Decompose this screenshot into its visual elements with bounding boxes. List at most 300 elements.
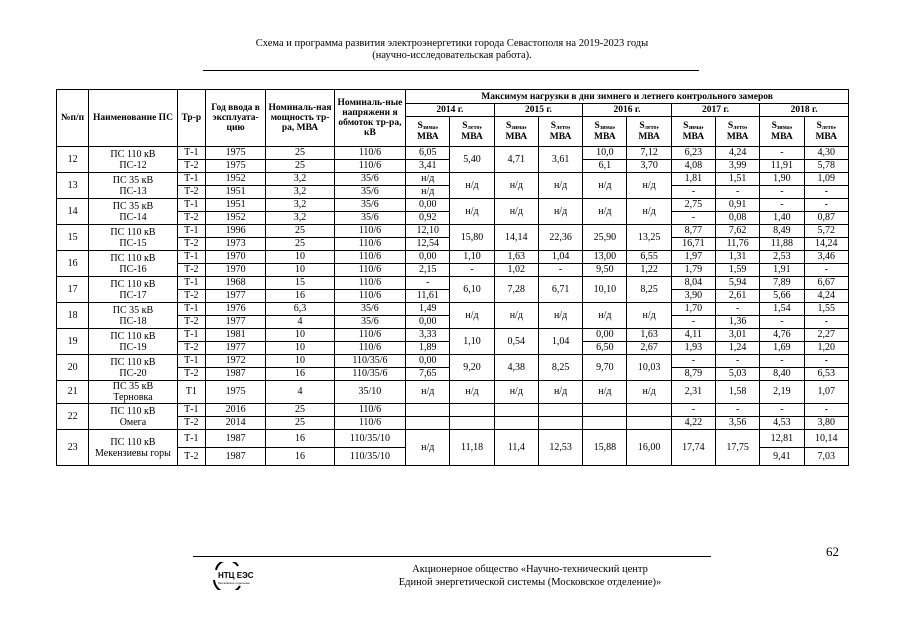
cell-load-w14: 0,00 [406,316,450,329]
load-table [56,89,849,466]
cell-load-s14: - [450,264,494,277]
svg-text:НТЦ ЕЭС: НТЦ ЕЭС [218,571,254,580]
cell-load-w14: 0,00 [406,199,450,212]
cell-load-w14 [406,404,450,417]
cell-year: 1987 [205,430,265,448]
cell-volt: 110/6 [334,147,405,160]
table-row [57,147,849,160]
cell-power: 16 [266,368,334,381]
cell-num: 23 [57,430,89,466]
cell-tr: Т-1 [177,329,205,342]
cell-load-w16: н/д [583,199,627,225]
cell-num: 22 [57,404,89,430]
cell-load-s18: 1,07 [804,381,848,404]
cell-load-s18: 14,24 [804,238,848,251]
cell-load-w15: 1,02 [494,264,538,277]
cell-load-s18: - [804,199,848,212]
cell-tr: Т-2 [177,417,205,430]
cell-volt: 35/6 [334,186,405,199]
cell-load-w16 [583,404,627,417]
col-header-s-summer: $S_{лето}$, МВА [450,117,494,147]
cell-power: 10 [266,251,334,264]
cell-load-w17: 3,90 [671,290,715,303]
table-row [57,251,849,264]
cell-load-w14: 1,49 [406,303,450,316]
cell-load-s18: - [804,404,848,417]
page-header [0,38,904,62]
cell-load-s18: 5,78 [804,160,848,173]
cell-load-w15: 14,14 [494,225,538,251]
cell-load-s18: 10,14 [804,430,848,448]
cell-load-s17: 1,51 [716,173,760,186]
cell-volt: 110/35/10 [334,430,405,448]
cell-load-s16: 7,12 [627,147,671,160]
cell-load-s16: н/д [627,303,671,329]
cell-load-w18: 12,81 [760,430,804,448]
cell-load-s14 [450,404,494,417]
cell-load-w14: - [406,277,450,290]
cell-year: 2016 [205,404,265,417]
col-header-s-winter: $S_{зима}$, МВА [760,117,804,147]
cell-load-w14: 0,00 [406,355,450,368]
cell-year: 1975 [205,147,265,160]
cell-load-w16: 9,70 [583,355,627,381]
org-line-1: Акционерное общество «Научно-технический центр [412,564,648,575]
cell-load-s18: 1,20 [804,342,848,355]
cell-load-s16: 2,67 [627,342,671,355]
cell-load-s15: н/д [538,199,582,225]
cell-load-w18: 1,40 [760,212,804,225]
cell-load-w18: 8,49 [760,225,804,238]
cell-substation-name: ПС 110 кВ ПС-16 [89,251,178,277]
cell-load-w16: 9,50 [583,264,627,277]
cell-volt: 110/6 [334,225,405,238]
cell-load-s17: 11,76 [716,238,760,251]
cell-load-w17: 6,23 [671,147,715,160]
cell-load-w16: 6,50 [583,342,627,355]
cell-load-s17: 17,75 [716,430,760,466]
cell-load-w18: - [760,316,804,329]
table-row [57,430,849,448]
cell-load-w14: 3,41 [406,160,450,173]
cell-load-w14: 3,33 [406,329,450,342]
cell-load-s17: 1,31 [716,251,760,264]
cell-year: 1951 [205,186,265,199]
cell-load-s14: 11,18 [450,430,494,466]
cell-load-s14: н/д [450,381,494,404]
cell-load-s17: 3,01 [716,329,760,342]
cell-tr: Т-2 [177,342,205,355]
cell-num: 17 [57,277,89,303]
cell-load-w17: 17,74 [671,430,715,466]
cell-load-w17: 8,77 [671,225,715,238]
col-header-power: Номиналь-ная мощность тр-ра, МВА [266,90,334,147]
cell-load-w18: 1,90 [760,173,804,186]
page-number: 62 [826,544,839,559]
cell-substation-name: ПС 110 кВ ПС-12 [89,147,178,173]
table-row [57,199,849,212]
cell-year: 1987 [205,368,265,381]
cell-year: 1981 [205,329,265,342]
cell-year: 1975 [205,160,265,173]
col-header-num: №п/п [57,90,89,147]
cell-load-w18: 8,40 [760,368,804,381]
cell-load-w17: 1,93 [671,342,715,355]
table-row [57,303,849,316]
cell-load-s16: 1,63 [627,329,671,342]
cell-year: 1975 [205,381,265,404]
cell-load-s15: 3,61 [538,147,582,173]
cell-load-s14: 6,10 [450,277,494,303]
cell-load-w14: 12,10 [406,225,450,238]
cell-load-s14 [450,417,494,430]
cell-load-w18: - [760,199,804,212]
cell-power: 25 [266,238,334,251]
col-header-name: Наименование ПС [89,90,178,147]
cell-load-s15: 22,36 [538,225,582,251]
cell-power: 3,2 [266,173,334,186]
cell-volt: 110/6 [334,264,405,277]
cell-volt: 35/6 [334,212,405,225]
cell-load-w14: н/д [406,381,450,404]
cell-load-s18: 4,24 [804,290,848,303]
cell-load-s16: 6,55 [627,251,671,264]
table-row [57,225,849,238]
cell-load-s17: 1,24 [716,342,760,355]
col-header-year: Год ввода в эксплуата-цию [205,90,265,147]
cell-substation-name: ПС 110 кВ Омега [89,404,178,430]
cell-load-s18: - [804,355,848,368]
cell-load-s18: - [804,186,848,199]
cell-load-s15: н/д [538,303,582,329]
cell-tr: Т-2 [177,368,205,381]
cell-load-w18: 7,89 [760,277,804,290]
cell-load-w14: 12,54 [406,238,450,251]
cell-load-w16: н/д [583,381,627,404]
cell-load-s16: 13,25 [627,225,671,251]
cell-power: 3,2 [266,212,334,225]
cell-load-w17: 1,81 [671,173,715,186]
cell-num: 18 [57,303,89,329]
cell-power: 25 [266,225,334,238]
cell-load-s15: н/д [538,381,582,404]
cell-load-w17: 1,97 [671,251,715,264]
cell-num: 21 [57,381,89,404]
cell-year: 1952 [205,173,265,186]
cell-load-s15: 8,25 [538,355,582,381]
cell-load-s18: 1,55 [804,303,848,316]
cell-power: 25 [266,404,334,417]
cell-tr: Т-1 [177,277,205,290]
cell-load-w18: 5,66 [760,290,804,303]
cell-power: 15 [266,277,334,290]
cell-load-s18: 3,80 [804,417,848,430]
cell-power: 10 [266,329,334,342]
cell-substation-name: ПС 110 кВ ПС-20 [89,355,178,381]
cell-load-s17: 0,08 [716,212,760,225]
ntc-ees-logo [208,562,256,590]
cell-load-s16: н/д [627,199,671,225]
cell-substation-name: ПС 35 кВ ПС-14 [89,199,178,225]
cell-load-w15: н/д [494,303,538,329]
cell-year: 1996 [205,225,265,238]
cell-load-w15: н/д [494,199,538,225]
cell-load-w17: - [671,186,715,199]
cell-year: 1976 [205,303,265,316]
cell-load-w15: 11,4 [494,430,538,466]
cell-volt: 110/6 [334,417,405,430]
cell-load-w15: 0,54 [494,329,538,355]
cell-load-s17: - [716,355,760,368]
cell-load-w14: 7,65 [406,368,450,381]
cell-power: 3,2 [266,186,334,199]
table-row [57,277,849,290]
cell-load-w18: 11,91 [760,160,804,173]
cell-load-w16: 0,00 [583,329,627,342]
cell-load-w17: 8,79 [671,368,715,381]
cell-load-w18: 4,76 [760,329,804,342]
cell-load-s17: 1,59 [716,264,760,277]
cell-load-s15 [538,404,582,417]
svg-text:Московское отделение: Московское отделение [218,581,250,585]
cell-year: 1973 [205,238,265,251]
cell-power: 25 [266,147,334,160]
cell-load-w17: 2,31 [671,381,715,404]
cell-load-w16 [583,417,627,430]
cell-load-w18: 11,88 [760,238,804,251]
cell-load-w17: 1,79 [671,264,715,277]
cell-year: 1977 [205,316,265,329]
cell-load-w18: - [760,355,804,368]
cell-load-s18: 7,03 [804,448,848,466]
cell-load-w14 [406,417,450,430]
cell-substation-name: ПС 110 кВ ПС-19 [89,329,178,355]
table-row [57,404,849,417]
cell-load-w14: 6,05 [406,147,450,160]
cell-load-s15: 6,71 [538,277,582,303]
cell-volt: 110/6 [334,404,405,417]
cell-load-s17: 7,62 [716,225,760,238]
cell-load-w18: 1,91 [760,264,804,277]
cell-volt: 110/35/6 [334,355,405,368]
cell-tr: Т-1 [177,147,205,160]
cell-load-s14: 5,40 [450,147,494,173]
cell-load-s16: 1,22 [627,264,671,277]
cell-load-w16: н/д [583,173,627,199]
cell-year: 1970 [205,264,265,277]
cell-num: 16 [57,251,89,277]
cell-volt: 35/6 [334,303,405,316]
cell-load-w16: 10,10 [583,277,627,303]
cell-load-s14: н/д [450,173,494,199]
cell-load-s17: 3,56 [716,417,760,430]
cell-volt: 35/6 [334,199,405,212]
cell-tr: Т-1 [177,199,205,212]
cell-load-s16: н/д [627,381,671,404]
cell-load-s16: 8,25 [627,277,671,303]
cell-load-w18: - [760,147,804,160]
cell-year: 1987 [205,448,265,466]
cell-load-w15: 1,63 [494,251,538,264]
cell-load-w18: 2,53 [760,251,804,264]
cell-load-s15: - [538,264,582,277]
organization-name [320,563,740,589]
header-title: Схема и программа развития электроэнергетики города Севастополя на 2019-2023 годы [255,38,649,49]
cell-load-s17: - [716,186,760,199]
cell-load-s18: 2,27 [804,329,848,342]
cell-load-s17: 5,03 [716,368,760,381]
col-header-s-summer: $S_{лето}$, МВА [804,117,848,147]
col-header-year-0: 2014 г. [406,104,495,117]
cell-tr: Т-1 [177,251,205,264]
cell-power: 10 [266,342,334,355]
cell-load-s15: н/д [538,173,582,199]
cell-load-w18: 4,53 [760,417,804,430]
cell-load-w18: 9,41 [760,448,804,466]
cell-load-s15: 1,04 [538,251,582,264]
cell-power: 10 [266,355,334,368]
cell-load-s16: н/д [627,173,671,199]
col-header-s-summer: $S_{лето}$, МВА [716,117,760,147]
col-header-year-4: 2018 г. [760,104,849,117]
cell-power: 10 [266,264,334,277]
cell-volt: 110/35/6 [334,368,405,381]
cell-substation-name: ПС 35 кВ ПС-13 [89,173,178,199]
cell-tr: Т-1 [177,355,205,368]
cell-load-w15 [494,404,538,417]
cell-load-w18: 1,54 [760,303,804,316]
cell-load-s18: 0,87 [804,212,848,225]
cell-load-w14: 0,92 [406,212,450,225]
cell-load-s18: 1,09 [804,173,848,186]
col-header-year-2: 2016 г. [583,104,672,117]
cell-power: 16 [266,448,334,466]
cell-load-s18: 6,53 [804,368,848,381]
cell-year: 1972 [205,355,265,368]
cell-load-w14: н/д [406,173,450,186]
cell-substation-name: ПС 110 кВ Мекензиевы горы [89,430,178,466]
cell-year: 1970 [205,251,265,264]
cell-load-s16: 10,03 [627,355,671,381]
cell-tr: Т-2 [177,316,205,329]
cell-load-w15: 7,28 [494,277,538,303]
cell-load-s17: 3,99 [716,160,760,173]
cell-volt: 110/6 [334,342,405,355]
cell-load-w18: - [760,186,804,199]
cell-load-w17: 4,08 [671,160,715,173]
cell-load-w15: н/д [494,381,538,404]
col-header-year-1: 2015 г. [494,104,583,117]
cell-volt: 110/6 [334,251,405,264]
cell-tr: Т-2 [177,290,205,303]
cell-load-s17: 5,94 [716,277,760,290]
cell-year: 1968 [205,277,265,290]
table-row [57,355,849,368]
cell-load-w17: 1,70 [671,303,715,316]
cell-load-w16: 15,88 [583,430,627,466]
cell-load-w15: 4,38 [494,355,538,381]
cell-load-s16 [627,404,671,417]
cell-power: 4 [266,316,334,329]
cell-num: 20 [57,355,89,381]
col-header-max-load: Максимум нагрузки в дни зимнего и летнего контрольного замеров [406,90,849,104]
cell-num: 14 [57,199,89,225]
cell-load-s14: 1,10 [450,329,494,355]
cell-volt: 110/35/10 [334,448,405,466]
cell-load-w15 [494,417,538,430]
cell-tr: Т-1 [177,430,205,448]
cell-num: 13 [57,173,89,199]
cell-volt: 35/6 [334,316,405,329]
cell-load-w14: н/д [406,186,450,199]
cell-power: 3,2 [266,199,334,212]
cell-load-s14: н/д [450,303,494,329]
col-header-transformer: Тр-р [177,90,205,147]
cell-tr: Т-2 [177,238,205,251]
table-row [57,329,849,342]
header-divider [203,70,699,71]
cell-volt: 110/6 [334,160,405,173]
cell-load-w16: 25,90 [583,225,627,251]
cell-load-s17: 0,91 [716,199,760,212]
cell-load-s17: - [716,404,760,417]
cell-tr: Т-1 [177,225,205,238]
cell-substation-name: ПС 35 кВ ПС-18 [89,303,178,329]
cell-year: 1951 [205,199,265,212]
cell-num: 15 [57,225,89,251]
header-subtitle: (научно-исследовательская работа). [372,50,532,61]
cell-load-s16: 3,70 [627,160,671,173]
cell-load-s18: 5,72 [804,225,848,238]
cell-load-s17: 1,36 [716,316,760,329]
cell-load-w17: - [671,404,715,417]
cell-power: 4 [266,381,334,404]
cell-load-w18: - [760,404,804,417]
cell-load-w17: 4,11 [671,329,715,342]
cell-load-w17: - [671,355,715,368]
footer-divider [193,556,711,557]
cell-substation-name: ПС 110 кВ ПС-15 [89,225,178,251]
cell-power: 16 [266,430,334,448]
cell-num: 12 [57,147,89,173]
cell-load-w17: - [671,316,715,329]
cell-year: 1977 [205,342,265,355]
cell-load-s14: н/д [450,199,494,225]
cell-load-w18: 2,19 [760,381,804,404]
cell-volt: 110/6 [334,329,405,342]
cell-load-s17: - [716,303,760,316]
cell-volt: 110/6 [334,238,405,251]
col-header-s-winter: $S_{зима}$, МВА [494,117,538,147]
cell-tr: Т-1 [177,303,205,316]
cell-tr: Т-2 [177,160,205,173]
cell-load-w14: 11,61 [406,290,450,303]
col-header-s-winter: $S_{зима}$, МВА [406,117,450,147]
cell-load-w18: 1,69 [760,342,804,355]
cell-load-s16: 16,00 [627,430,671,466]
cell-load-s15: 1,04 [538,329,582,355]
cell-load-s14: 1,10 [450,251,494,264]
cell-load-w16: 6,1 [583,160,627,173]
col-header-s-summer: $S_{лето}$, МВА [538,117,582,147]
cell-volt: 35/10 [334,381,405,404]
cell-load-w16: 10,0 [583,147,627,160]
col-header-s-summer: $S_{лето}$, МВА [627,117,671,147]
cell-tr: Т-2 [177,212,205,225]
cell-substation-name: ПС 110 кВ ПС-17 [89,277,178,303]
cell-load-s18: - [804,316,848,329]
cell-tr: Т-2 [177,448,205,466]
